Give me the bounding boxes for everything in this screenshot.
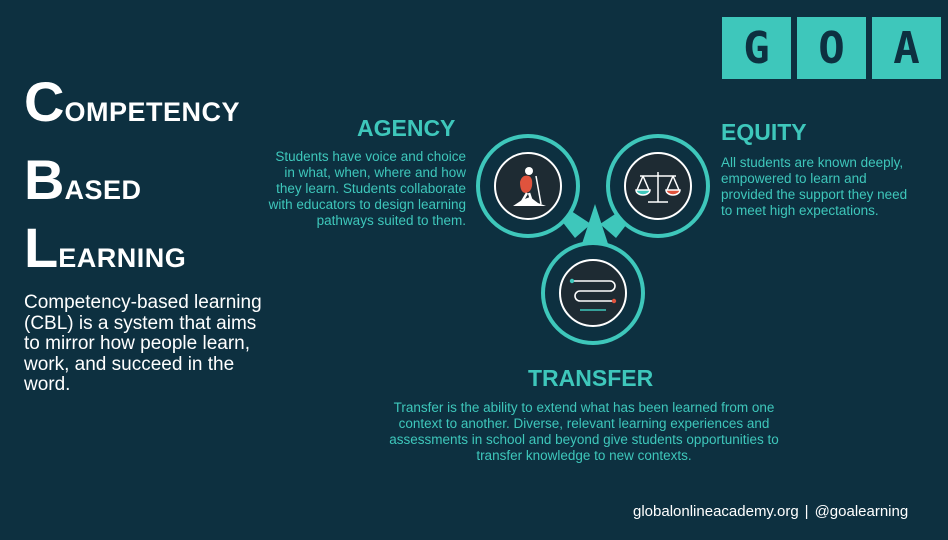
footer-separator: | [804, 503, 809, 520]
title-cap-c: C [24, 70, 65, 133]
equity-heading: EQUITY [721, 119, 807, 145]
footer-website: globalonlineacademy.org [633, 503, 799, 520]
intro-text: Competency-based learning (CBL) is a system that aims to mirror how people learn, work, and succeed in the word. [24, 292, 262, 395]
agency-description: Students have voice and choice in what, when, where and how they learn. Students collaborate with educators to design learning pathways suited to them. [268, 149, 466, 228]
transfer-heading: TRANSFER [528, 365, 654, 391]
equity-description: All students are known deeply, empowered to learn and provided the support they need to meet high expectations. [721, 155, 908, 218]
title-cap-b: B [24, 148, 65, 211]
logo-letter-a: A [872, 17, 941, 79]
agency-heading: AGENCY [357, 115, 456, 141]
title-rest-ompetency: OMPETENCY [64, 97, 240, 127]
transfer-circle [543, 243, 643, 343]
title-rest-earning: EARNING [58, 243, 187, 273]
transfer-description: Transfer is the ability to extend what has been learned from one context to another. Diverse, relevant learning experiences and assessments in school and beyond give students opportunities to transfer knowledge to new contexts. [389, 400, 779, 463]
footer [633, 503, 908, 520]
logo-letter-g: G [722, 17, 791, 79]
footer-handle: @goalearning [814, 503, 909, 520]
agency-circle [478, 136, 578, 236]
title-cap-l: L [24, 216, 59, 279]
equity-circle [608, 136, 708, 236]
logo-letter-o: O [797, 17, 866, 79]
title-rest-ased: ASED [64, 175, 142, 205]
